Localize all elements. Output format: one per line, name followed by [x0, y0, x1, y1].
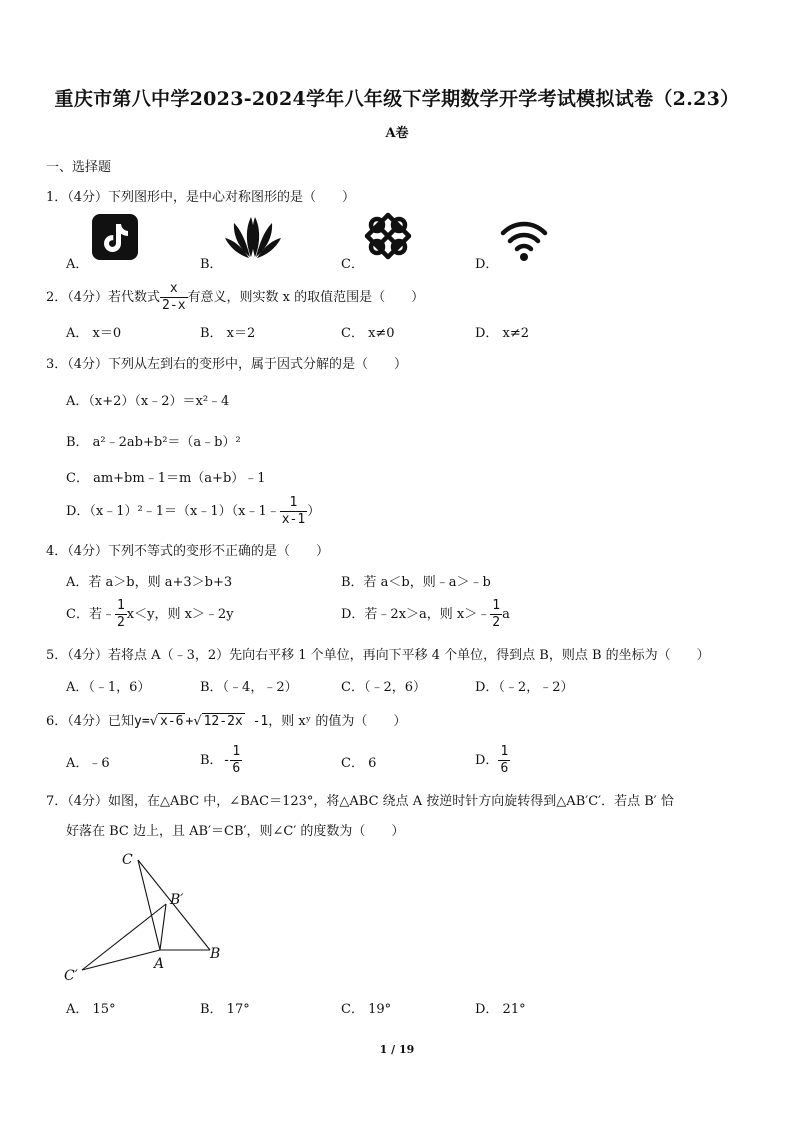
q4-option-d-prefix: D．若﹣2x＞a，则 x＞﹣ — [341, 607, 491, 622]
q2-fraction-denominator: 2-x — [162, 298, 186, 313]
q4-option-d-fraction — [490, 598, 502, 631]
q4-option-a: A．若 a＞b，则 a+3＞b+3 — [66, 575, 233, 590]
q6-option-b — [200, 744, 242, 777]
section-heading: 一、选择题 — [46, 160, 112, 175]
q7-stem-line1: 7．（4分）如图，在△ABC 中，∠BAC＝123°，将△ABC 绕点 A 按逆时针方向旋转得到△AB′C′．若点 B′ 恰 — [46, 794, 674, 809]
q5-option-c: C．（﹣2，6） — [341, 680, 426, 695]
q6-tail: -1 — [244, 714, 269, 729]
q6-radical-1-icon: √ — [149, 714, 158, 729]
q5-stem: 5．（4分）若将点 A（﹣3，2）先向右平移 1 个单位，再向下平移 4 个单位，得到点 B，则点 B 的坐标为（ ） — [46, 648, 710, 663]
label-b: B — [210, 946, 221, 962]
label-a: A — [154, 956, 165, 972]
q5-option-d: D．（﹣2，﹣2） — [475, 680, 574, 695]
label-b-prime: B′ — [170, 892, 184, 908]
label-c: C — [122, 852, 133, 868]
q6-option-c: C． 6 — [341, 756, 377, 771]
q6-sqrt-1: x-6 — [160, 714, 184, 729]
q6-stem-prefix: 6．（4分）已知 — [46, 714, 135, 729]
q2-option-c: C． x≠0 — [341, 326, 395, 341]
segment-a-bp — [160, 904, 166, 950]
q4-option-c-denominator: 2 — [116, 615, 125, 630]
q4-option-c-prefix: C．若﹣ — [66, 607, 115, 622]
q1-option-a-label: A． — [66, 257, 89, 272]
paper-subtitle: A卷 — [385, 126, 409, 141]
q3-option-d-fraction — [280, 495, 307, 528]
q2-option-a: A． x＝0 — [66, 326, 122, 341]
q1-option-c-label: C． — [341, 257, 364, 272]
q5-option-b: B．（﹣4，﹣2） — [200, 680, 298, 695]
q6-option-d — [475, 744, 510, 777]
q3-option-d-denominator: x-1 — [281, 512, 306, 527]
q3-option-d-suffix: ） — [307, 504, 321, 519]
page-number: 1 / 19 — [379, 1043, 415, 1056]
q1-stem: 1．（4分）下列图形中，是中心对称图形的是（ ） — [46, 190, 356, 205]
q3-option-b: B． a²﹣2ab+b²＝（a﹣b）² — [66, 435, 241, 450]
q3-option-d-prefix: D．（x﹣1）²﹣1＝（x﹣1）（x﹣1﹣ — [66, 504, 280, 519]
q6-option-b-prefix: B． — [200, 753, 223, 768]
huawei-logo-icon — [224, 215, 282, 259]
wifi-icon — [500, 218, 548, 262]
q2-stem — [46, 281, 424, 314]
knot-logo-icon — [364, 212, 412, 260]
tiktok-logo-icon — [92, 214, 138, 260]
segment-cp-a — [82, 950, 160, 970]
q2-option-d: D． x≠2 — [475, 326, 530, 341]
q4-stem: 4．（4分）下列不等式的变形不正确的是（ ） — [46, 544, 330, 559]
q4-option-d-denominator: 2 — [492, 615, 501, 630]
q2-fraction-numerator: x — [160, 281, 187, 298]
q3-stem: 3．（4分）下列从左到右的变形中，属于因式分解的是（ ） — [46, 357, 408, 372]
q6-option-d-denominator: 6 — [500, 761, 509, 776]
q6-expr-y: y= — [134, 714, 150, 729]
q6-option-d-prefix: D． — [475, 753, 499, 768]
q2-fraction — [160, 281, 187, 314]
q6-option-a: A．﹣6 — [66, 756, 110, 771]
q4-option-d — [341, 598, 510, 631]
q4-option-c-suffix: x＜y，则 x＞﹣2y — [126, 607, 234, 622]
q3-option-d-numerator: 1 — [280, 495, 307, 512]
q7-geometry-figure — [60, 846, 240, 986]
q5-option-a: A．（﹣1，6） — [66, 680, 151, 695]
q6-plus: + — [185, 714, 194, 729]
q2-stem-prefix: 2．（4分）若代数式 — [46, 290, 161, 305]
q6-option-d-numerator: 1 — [500, 744, 509, 759]
q6-option-b-numerator: 1 — [232, 744, 241, 759]
q7-option-b: B． 17° — [200, 1002, 250, 1017]
q7-option-d: D． 21° — [475, 1002, 526, 1017]
q6-option-d-fraction — [498, 744, 510, 777]
q1-option-b-label: B． — [200, 257, 223, 272]
q6-radical-2-icon: √ — [193, 714, 202, 729]
q6-stem — [46, 710, 406, 729]
q4-option-c — [66, 598, 234, 631]
label-c-prime: C′ — [64, 968, 78, 984]
q4-option-c-numerator: 1 — [116, 598, 125, 613]
q4-option-d-numerator: 1 — [492, 598, 501, 613]
q6-stem-suffix: ，则 xʸ 的值为（ ） — [268, 714, 407, 729]
q7-option-a: A． 15° — [66, 1002, 116, 1017]
q6-option-b-fraction — [230, 744, 242, 777]
q3-option-a: A．（x+2）（x﹣2）＝x²﹣4 — [66, 394, 230, 409]
q6-sqrt-2: 12-2x — [203, 714, 243, 729]
q1-option-d-label: D． — [475, 257, 499, 272]
q3-option-c: C． am+bm﹣1＝m（a+b）﹣1 — [66, 471, 266, 486]
q2-stem-suffix: 有意义，则实数 x 的取值范围是（ ） — [187, 290, 425, 305]
q6-option-b-denominator: 6 — [232, 761, 241, 776]
q4-option-c-fraction — [115, 598, 127, 631]
q7-stem-line2: 好落在 BC 边上，且 AB′＝CB′，则∠C′ 的度数为（ ） — [66, 824, 405, 839]
q6-option-b-sign: - — [222, 753, 231, 768]
page-title: 重庆市第八中学2023-2024学年八年级下学期数学开学考试模拟试卷（2.23） — [54, 88, 740, 110]
q4-option-d-suffix: a — [502, 607, 510, 622]
q2-option-b: B． x＝2 — [200, 326, 256, 341]
q3-option-d — [66, 495, 320, 528]
q4-option-b: B．若 a＜b，则﹣a＞﹣b — [341, 575, 491, 590]
q7-option-c: C． 19° — [341, 1002, 392, 1017]
